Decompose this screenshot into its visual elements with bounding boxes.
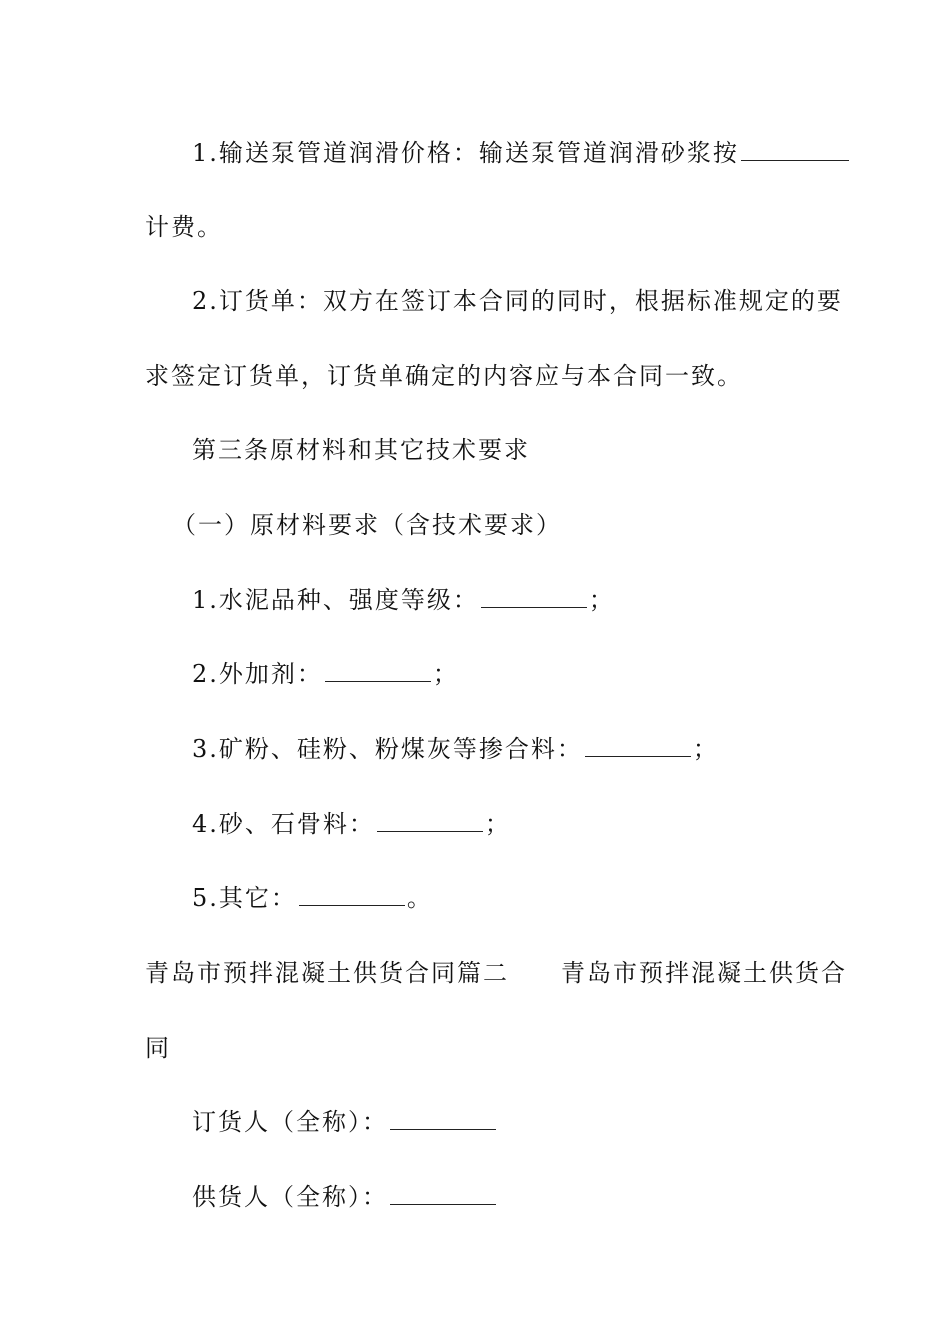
fill-blank <box>325 659 431 682</box>
item-3-end: ； <box>692 735 719 763</box>
heading-2-line-2: 同 <box>145 1034 171 1062</box>
paragraph-1-line-1 <box>192 138 851 168</box>
supplier-label: 供货人（全称）： <box>192 1183 388 1211</box>
item-1 <box>192 585 615 615</box>
heading-2-line-1: 青岛市预拌混凝土供货合同篇二 青岛市预拌混凝土供货合 <box>145 959 847 987</box>
item-1-label: 1.水泥品种、强度等级： <box>192 586 479 614</box>
item-3 <box>192 734 719 764</box>
paragraph-2-line-2: 求签定订货单，订货单确定的内容应与本合同一致。 <box>145 362 743 390</box>
buyer-line <box>192 1107 498 1137</box>
fill-blank <box>377 809 483 832</box>
item-2-label: 2.外加剂： <box>192 660 323 688</box>
item-5-end: 。 <box>406 884 433 912</box>
paragraph-2-line-1: 2.订货单：双方在签订本合同的同时，根据标准规定的要 <box>192 287 843 315</box>
supplier-line <box>192 1182 498 1212</box>
item-4 <box>192 809 511 839</box>
fill-blank <box>299 883 405 906</box>
fill-blank <box>481 585 587 608</box>
fill-blank <box>390 1182 496 1205</box>
fill-blank <box>741 138 849 161</box>
paragraph-1-line-2: 计费。 <box>145 213 223 241</box>
item-4-label: 4.砂、石骨料： <box>192 810 375 838</box>
item-2-end: ； <box>432 660 459 688</box>
buyer-label: 订货人（全称）： <box>192 1108 388 1136</box>
fill-blank <box>390 1107 496 1130</box>
item-5-label: 5.其它： <box>192 884 297 912</box>
item-1-end: ； <box>588 586 615 614</box>
item-3-label: 3.矿粉、硅粉、粉煤灰等掺合料： <box>192 735 583 763</box>
paragraph-1-text: 1.输送泵管道润滑价格：输送泵管道润滑砂浆按 <box>192 139 739 167</box>
article-3-title: 第三条原材料和其它技术要求 <box>192 436 530 464</box>
section-1-title: （一）原材料要求（含技术要求） <box>172 511 562 539</box>
item-4-end: ； <box>484 810 511 838</box>
item-2 <box>192 659 459 689</box>
item-5 <box>192 883 433 913</box>
fill-blank <box>585 734 691 757</box>
